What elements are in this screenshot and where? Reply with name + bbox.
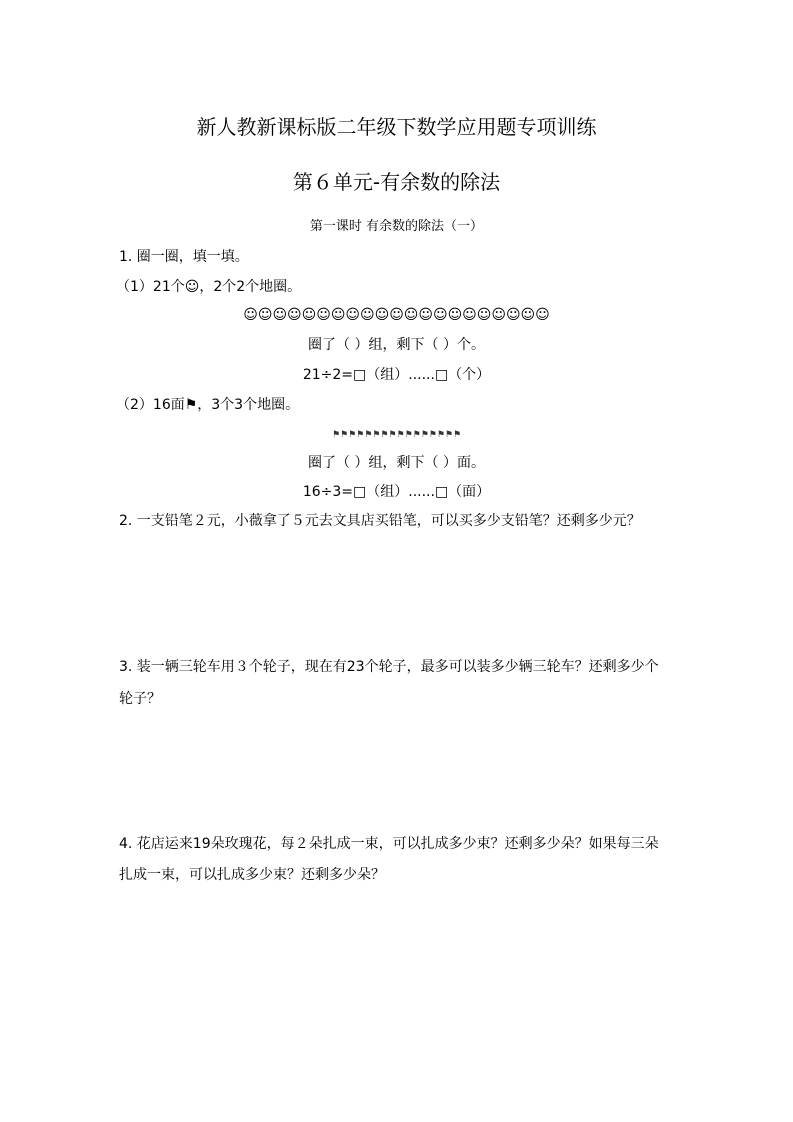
worksheet-title: 新人教新课标版二年级下数学应用题专项训练 [196,115,597,139]
q1-part2-fill-blank: 圈了（ ）组，剩下（ ）面。 [308,455,485,471]
smiley-icon-row: ☺☺☺☺☺☺☺☺☺☺☺☺☺☺☺☺☺☺☺☺☺ [243,307,550,323]
q1-prompt: 1. 圈一圈，填一填。 [119,249,249,265]
lesson-title: 第一课时 有余数的除法（一） [309,219,484,234]
q3-text-line1: 3. 装一辆三轮车用３个轮子，现在有23个轮子，最多可以装多少辆三轮车？还剩多少个 [119,659,659,675]
q4-text-line2: 扎成一束，可以扎成多少束？还剩多少朵？ [119,867,385,883]
q1-part1-fill-blank: 圈了（ ）组，剩下（ ）个。 [308,337,485,353]
flag-icon-row: ⚑⚑⚑⚑⚑⚑⚑⚑⚑⚑⚑⚑⚑⚑⚑⚑ [331,430,462,440]
unit-title: 第６单元-有余数的除法 [292,170,501,194]
q2-text: 2. 一支铅笔２元，小薇拿了５元去文具店买铅笔，可以买多少支铅笔？还剩多少元？ [119,513,641,529]
q1-part1-equation: 21÷2=□（组）......□（个） [302,367,491,383]
q1-part2-equation: 16÷3=□（组）......□（面） [302,484,491,500]
q4-text-line1: 4. 花店运来19朵玫瑰花，每２朵扎成一束，可以扎成多少束？还剩多少朵？如果每三朵 [119,836,659,852]
q1-part2-label: （2）16面⚑，3个3个地圈。 [116,397,300,413]
q3-text-line2: 轮子？ [119,691,161,707]
q1-part1-label: （1）21个☺，2个2个地圈。 [116,279,302,295]
